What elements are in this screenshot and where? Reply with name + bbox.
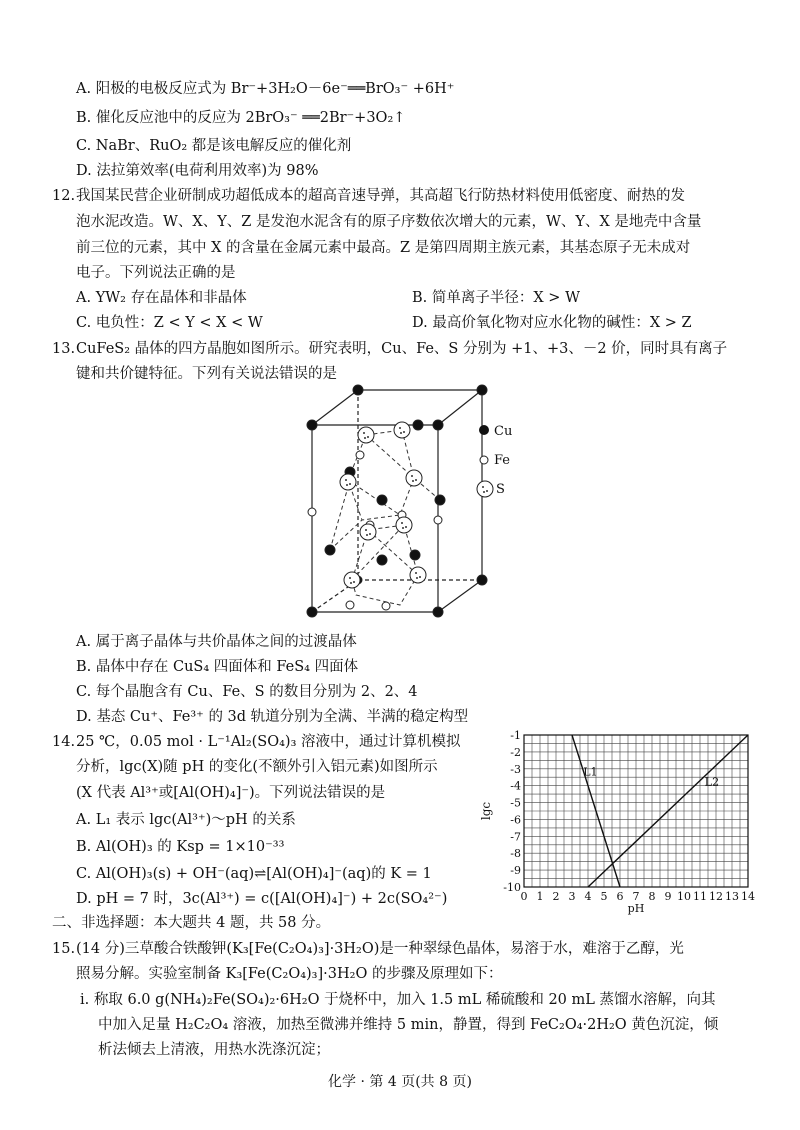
fe-legend-icon <box>480 456 488 464</box>
lgc-ph-chart <box>479 727 762 922</box>
q12-option-c: C. 电负性：Z < Y < X < W <box>76 315 263 331</box>
q13-stem-1: CuFeS₂ 晶体的四方晶胞如图所示。研究表明，Cu、Fe、S 分别为 +1、+3、－2 价，同时具有离子 <box>76 341 728 357</box>
q13-option-d: D. 基态 Cu⁺、Fe³⁺ 的 3d 轨道分别为全满、半满的稳定构型 <box>76 709 469 725</box>
y-axis-label: lgc <box>479 801 493 821</box>
y-tick-label: -1 <box>510 729 521 742</box>
q15-step-i-2: 中加入足量 H₂C₂O₄ 溶液，加热至微沸并维持 5 min，静置，得到 FeC₂O₄·2H₂O 黄色沉淀，倾 <box>98 1017 719 1033</box>
q12-stem-2: 泡水泥改造。W、X、Y、Z 是发泡水泥含有的原子序数依次增大的元素，W、Y、X 是地壳中含量 <box>76 214 702 230</box>
y-tick-label: -7 <box>510 830 521 844</box>
y-tick-label: -8 <box>510 847 521 861</box>
q12-stem-1: 我国某民营企业研制成功超低成本的超高音速导弹，其高超飞行防热材料使用低密度、耐热的发 <box>76 188 685 204</box>
q14-option-a: A. L₁ 表示 lgc(Al³⁺)～pH 的关系 <box>76 812 296 828</box>
y-tick-label: -10 <box>503 881 521 894</box>
y-tick-label: -3 <box>510 762 521 776</box>
q14-stem-3: (X 代表 Al³⁺或[Al(OH)₄]⁻)。下列说法错误的是 <box>76 785 386 801</box>
q13-option-c: C. 每个晶胞含有 Cu、Fe、S 的数目分别为 2、2、4 <box>76 684 418 700</box>
x-tick-label: 7 <box>632 890 640 903</box>
page-footer: 化学 · 第 4 页(共 8 页) <box>328 1074 472 1090</box>
x-tick-label: 3 <box>568 890 576 903</box>
q12-number: 12. <box>52 188 76 204</box>
q13-number: 13. <box>52 341 76 357</box>
q12-stem-4: 电子。下列说法正确的是 <box>76 265 236 281</box>
q13-option-a: A. 属于离子晶体与共价晶体之间的过渡晶体 <box>76 634 357 650</box>
x-tick-label: 14 <box>741 890 755 903</box>
x-axis-label: pH <box>627 902 645 915</box>
x-tick-label: 13 <box>725 890 739 903</box>
q12-option-a: A. YW₂ 存在晶体和非晶体 <box>76 290 247 306</box>
y-tick-label: -6 <box>510 813 521 827</box>
q14-stem-1: 25 ℃，0.05 mol · L⁻¹Al₂(SO₄)₃ 溶液中，通过计算机模拟 <box>76 734 461 750</box>
x-tick-label: 2 <box>552 890 560 903</box>
series-label-l2: L2 <box>704 775 720 789</box>
q15-stem-1: (14 分)三草酸合铁酸钾(K₃[Fe(C₂O₄)₃]·3H₂O)是一种翠绿色晶体，易溶于水，难溶于乙醇，光 <box>76 941 684 957</box>
q12-stem-3: 前三位的元素，其中 X 的含量在金属元素中最高。Z 是第四周期主族元素，其基态原子无未成对 <box>76 240 691 256</box>
y-tick-label: -2 <box>510 745 521 759</box>
section-2-heading: 二、非选择题：本大题共 4 题，共 58 分。 <box>52 915 331 931</box>
x-tick-label: 10 <box>677 890 691 903</box>
q15-number: 15. <box>52 941 76 957</box>
q14-option-b: B. Al(OH)₃ 的 Ksp = 1×10⁻³³ <box>76 839 285 855</box>
q13-option-b: B. 晶体中存在 CuS₄ 四面体和 FeS₄ 四面体 <box>76 659 359 675</box>
q12-option-d: D. 最高价氧化物对应水化物的碱性：X > Z <box>412 315 692 331</box>
x-tick-label: 4 <box>584 890 592 903</box>
cu-legend-icon <box>479 425 489 435</box>
x-tick-label: 8 <box>648 890 656 903</box>
q14-option-d: D. pH = 7 时，3c(Al³⁺) = c([Al(OH)₄]⁻) + 2c(SO₄²⁻) <box>76 891 448 907</box>
q15-stem-2: 照易分解。实验室制备 K₃[Fe(C₂O₄)₃]·3H₂O 的步骤及原理如下： <box>76 966 503 982</box>
x-tick-label: 12 <box>709 890 723 903</box>
series-label-l1: L1 <box>583 765 598 779</box>
q14-option-c: C. Al(OH)₃(s) + OH⁻(aq)⇌[Al(OH)₄]⁻(aq)的 K = 1 <box>76 866 432 882</box>
legend-cu-label: Cu <box>494 424 513 439</box>
legend-s-label: S <box>496 482 505 497</box>
x-tick-label: 5 <box>600 890 608 903</box>
y-tick-label: -5 <box>510 796 521 810</box>
q12-option-b: B. 简单离子半径：X > W <box>412 290 580 306</box>
x-tick-label: 0 <box>520 890 528 903</box>
q15-step-i-1: ⅰ. 称取 6.0 g(NH₄)₂Fe(SO₄)₂·6H₂O 于烧杯中，加入 1.5 mL 稀硫酸和 20 mL 蒸馏水溶解，向其 <box>80 992 716 1008</box>
s-legend-icon <box>477 481 493 497</box>
q15-step-i-3: 析法倾去上清液，用热水洗涤沉淀； <box>98 1042 330 1058</box>
x-tick-label: 11 <box>693 890 707 903</box>
y-tick-label: -9 <box>510 864 521 878</box>
x-tick-label: 1 <box>536 890 544 903</box>
x-tick-label: 9 <box>664 890 672 903</box>
x-tick-label: 6 <box>616 890 624 903</box>
q11-option-a: A. 阳极的电极反应式为 Br⁻+3H₂O－6e⁻══BrO₃⁻ +6H⁺ <box>76 81 455 97</box>
q14-stem-2: 分析，lgc(X)随 pH 的变化(不额外引入铝元素)如图所示 <box>76 759 438 775</box>
y-tick-label: -4 <box>510 779 521 793</box>
legend-fe-label: Fe <box>494 453 511 468</box>
q11-option-b: B. 催化反应池中的反应为 2BrO₃⁻ ══2Br⁻+3O₂↑ <box>76 110 406 126</box>
q13-stem-2: 键和共价键特征。下列有关说法错误的是 <box>76 366 337 382</box>
q11-option-c: C. NaBr、RuO₂ 都是该电解反应的催化剂 <box>76 138 352 154</box>
q14-number: 14. <box>52 734 76 750</box>
q11-option-d: D. 法拉第效率(电荷利用效率)为 98% <box>76 163 319 179</box>
